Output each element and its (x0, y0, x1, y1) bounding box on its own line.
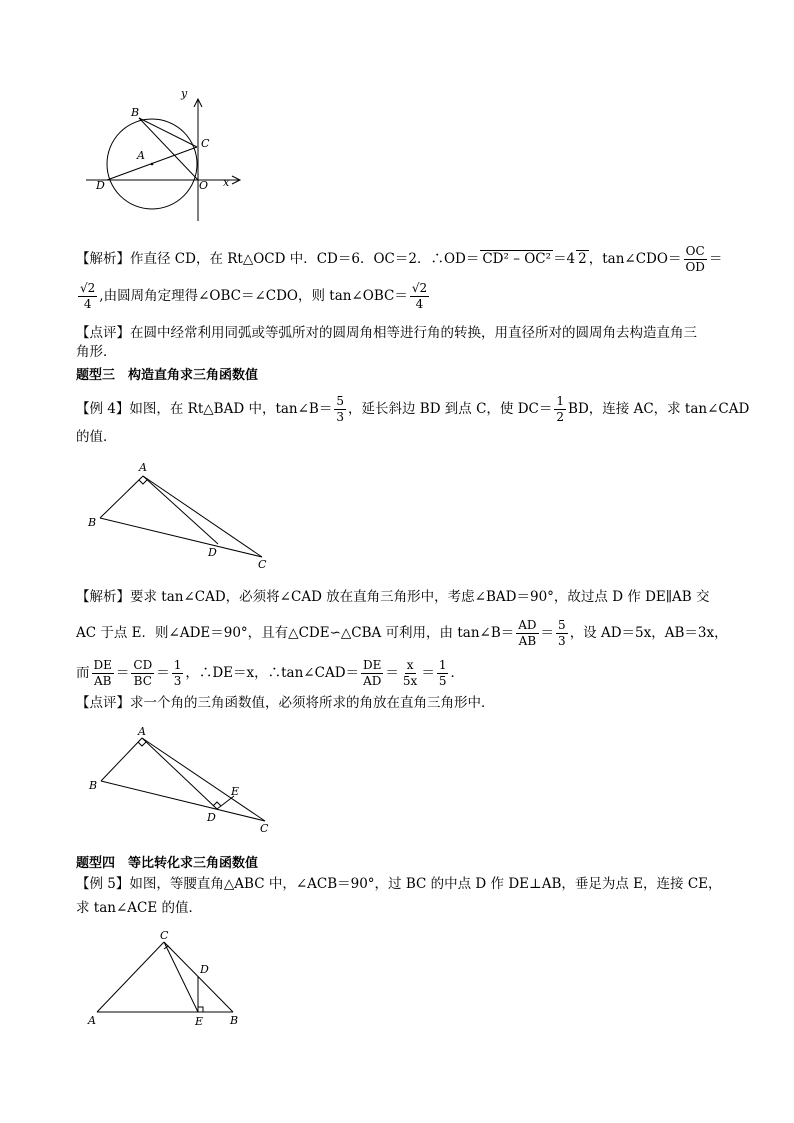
figure-isosceles-right-triangle (80, 925, 260, 1035)
analysis-1-line-2: $\frac{√2}{4}$ ,由圆周角定理得∠OBC＝∠CDO，则 tan∠OBC＝ $\frac{√2}{4}$ (80, 281, 428, 311)
fraction: $\frac{1}{2}$ (556, 394, 565, 424)
example-5-line-2: 求 tan∠ACE 的值． (76, 900, 202, 916)
label-a: A (138, 725, 146, 738)
example-5-line-1: 【例 5】如图，等腰直角△ABC 中，∠ACB＝90°，过 BC 的中点 D 作 DE⊥AB，垂足为点 E，连接 CE， (76, 876, 722, 892)
label-d: D (208, 546, 217, 559)
fraction: $\frac{1}{3}$ (173, 658, 182, 688)
label-d: D (96, 179, 105, 192)
label-c: C (260, 822, 269, 835)
right-angle-mark (138, 742, 146, 746)
label-b: B (230, 1014, 239, 1027)
label-e: E (231, 785, 240, 798)
fraction: $\frac{1}{5}$ (438, 658, 447, 688)
right-angle-mark (198, 1007, 203, 1012)
fraction: $\frac{x}{5x}$ (402, 658, 418, 688)
figure-triangle-bac-with-de (80, 722, 280, 837)
sqrt-expression: CD² – OC² (482, 251, 552, 267)
fraction: $\frac{5}{3}$ (336, 394, 344, 424)
comment-1-line-1: 【点评】在圆中经常利用同弧或等弧所对的圆周角相等进行角的转换，用直径所对的圆周角去构造直角三 (76, 325, 697, 341)
label-x: x (223, 176, 230, 189)
fraction: $\frac{√2}{4}$ (411, 281, 428, 311)
label-a: A (139, 461, 147, 474)
label-b: B (89, 779, 98, 792)
fraction: $\frac{OC}{OD}$ (685, 244, 705, 274)
section-heading-type-3: 题型三 构造直角求三角函数值 (76, 368, 259, 383)
comment-1-line-2: 角形． (76, 344, 117, 360)
label-c: C (258, 558, 267, 571)
segment-bo (139, 118, 198, 180)
right-angle-mark (213, 802, 221, 806)
fraction: $\frac{5}{3}$ (558, 618, 566, 648)
analysis-1-line-1: 【解析】作直径 CD，在 Rt△OCD 中．CD＝6．OC＝2．∴OD＝ CD² – OC² ＝4 2 ，tan∠CDO＝ $\frac{OC}{OD}$ ＝ (76, 244, 723, 274)
label-e: E (195, 1015, 204, 1028)
analysis-2-line-1: 【解析】要求 tan∠CAD，必须将∠CAD 放在直角三角形中，考虑∠BAD＝90°，故过点 D 作 DE∥AB 交 (76, 589, 710, 605)
label-b: B (88, 516, 97, 529)
label-o: O (199, 179, 209, 192)
segment-ce (164, 942, 198, 1012)
label-b: B (131, 106, 140, 119)
label-y: y (181, 87, 188, 100)
label-c: C (160, 929, 169, 942)
right-angle-mark (139, 480, 147, 484)
fraction: $\frac{AD}{AB}$ (518, 618, 537, 648)
fraction: $\frac{CD}{BC}$ (133, 658, 153, 688)
center-dot (151, 163, 154, 166)
comment-2-line-1: 【点评】求一个角的三角函数值，必须将所求的角放在直角三角形中． (76, 695, 495, 711)
analysis-1-tag: 【解析】 (76, 251, 130, 267)
label-d: D (207, 811, 216, 824)
figure-triangle-bac (80, 455, 280, 575)
label-c: C (201, 137, 210, 150)
fraction: $\frac{DE}{AD}$ (363, 658, 382, 688)
analysis-2-line-2: AC 于点 E．则∠ADE＝90°，且有△CDE∽△CBA 可利用，由 tan∠B＝ $\frac{AD}{AB}$ ＝ $\frac{5}{3}$ ，设 AD＝5x，AB＝3x， (76, 618, 728, 648)
fraction: $\frac{√2}{4}$ (80, 281, 96, 311)
label-a: A (88, 1014, 96, 1027)
analysis-2-line-3: 而 $\frac{DE}{AB}$ ＝ $\frac{CD}{BC}$ ＝ $\frac{1}{3}$ ，∴DE＝x，∴tan∠CAD＝ $\frac{DE}{AD}$ ＝ $\frac{x}{5x}$ ＝ $\frac{1}{5}$ ． (76, 658, 464, 688)
section-heading-type-4: 题型四 等比转化求三角函数值 (76, 856, 259, 871)
label-a: A (137, 149, 145, 162)
fraction: $\frac{DE}{AB}$ (93, 658, 112, 688)
example-4-line-2: 的值． (76, 429, 117, 445)
figure-circle-axes (80, 85, 250, 225)
label-d: D (200, 963, 209, 976)
example-4-line-1: 【例 4】如图，在 Rt△BAD 中，tan∠B＝ $\frac{5}{3}$ ，延长斜边 BD 到点 C，使 DC＝ $\frac{1}{2}$ BD，连接 AC，求 tan∠CAD (76, 394, 750, 424)
